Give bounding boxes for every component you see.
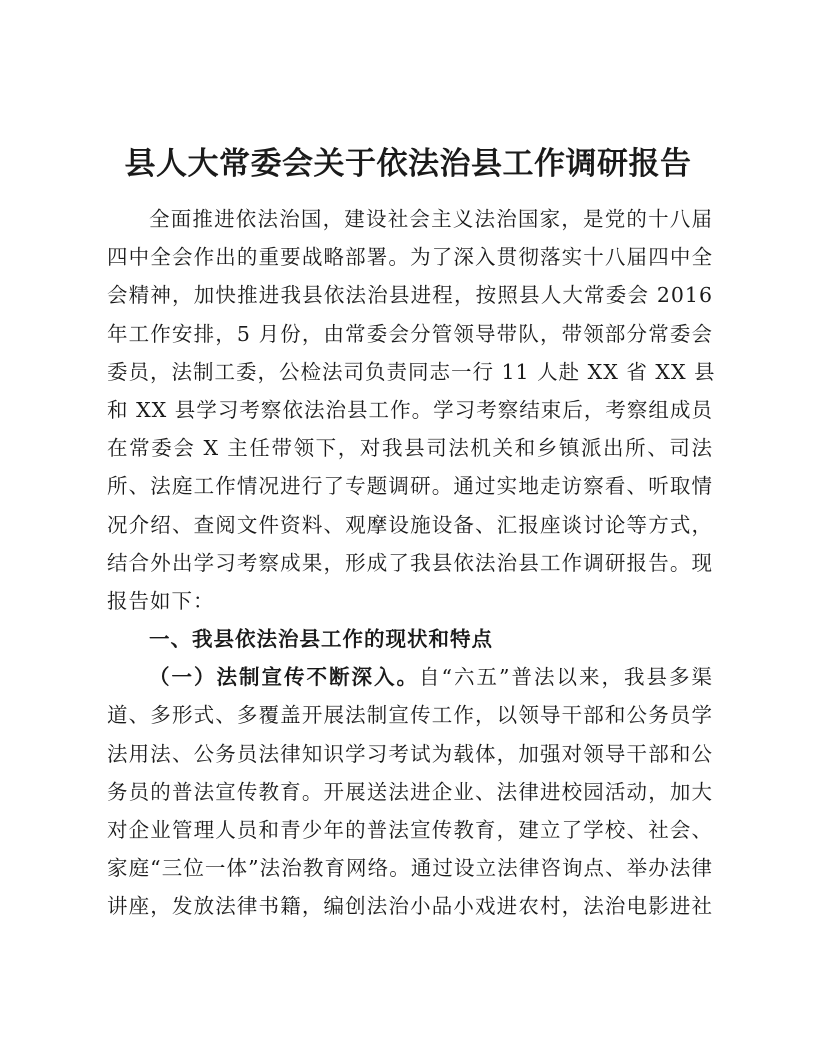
paragraph-line: 报告如下：: [107, 588, 215, 613]
paragraph-line: 在常委会 X 主任带领下，对我县司法机关和乡镇派出所、司法: [107, 436, 713, 461]
paragraph-line: 况介绍、查阅文件资料、观摩设施设备、汇报座谈讨论等方式，: [107, 512, 713, 537]
subsection-first-line-text: 自“六五”普法以来，我县多渠: [419, 665, 713, 690]
document-title: 县人大常委会关于依法治县工作调研报告: [124, 146, 692, 182]
paragraph-line: 讲座，发放法律书籍，编创法治小品小戏进农村，法治电影进社: [107, 894, 713, 919]
section-heading: 一、我县依法治县工作的现状和特点: [149, 627, 493, 652]
subsection-label: （一）法制宣传不断深入。: [149, 665, 420, 690]
paragraph-line: 结合外出学习考察成果，形成了我县依法治县工作调研报告。现: [107, 550, 713, 575]
paragraph-line: 四中全会作出的重要战略部署。为了深入贯彻落实十八届四中全: [107, 245, 713, 270]
paragraph-line: 务员的普法宣传教育。开展送法进企业、法律进校园活动，加大: [107, 779, 713, 804]
paragraph-line: 法用法、公务员法律知识学习考试为载体，加强对领导干部和公: [107, 741, 713, 766]
subsection-first-line: [107, 658, 713, 696]
paragraph-line: 全面推进依法治国，建设社会主义法治国家，是党的十八届: [149, 207, 713, 231]
paragraph-line: 委员，法制工委，公检法司负责同志一行 11 人赴 XX 省 XX 县: [107, 359, 716, 384]
paragraph-line: 所、法庭工作情况进行了专题调研。通过实地走访察看、听取情: [107, 474, 713, 499]
document-body: [107, 200, 716, 926]
paragraph-line: 道、多形式、多覆盖开展法制宣传工作，以领导干部和公务员学: [107, 703, 713, 728]
paragraph-line: 对企业管理人员和青少年的普法宣传教育，建立了学校、社会、: [107, 818, 713, 842]
paragraph-line: 会精神，加快推进我县依法治县进程，按照县人大常委会 2016: [107, 283, 713, 308]
paragraph-line: 家庭“三位一体”法治教育网络。通过设立法律咨询点、举办法律: [107, 856, 713, 881]
paragraph-line: 和 XX 县学习考察依法治县工作。学习考察结束后，考察组成员: [107, 397, 713, 422]
paragraph-line: 年工作安排，5 月份，由常委会分管领导带队，带领部分常委会: [107, 321, 713, 346]
